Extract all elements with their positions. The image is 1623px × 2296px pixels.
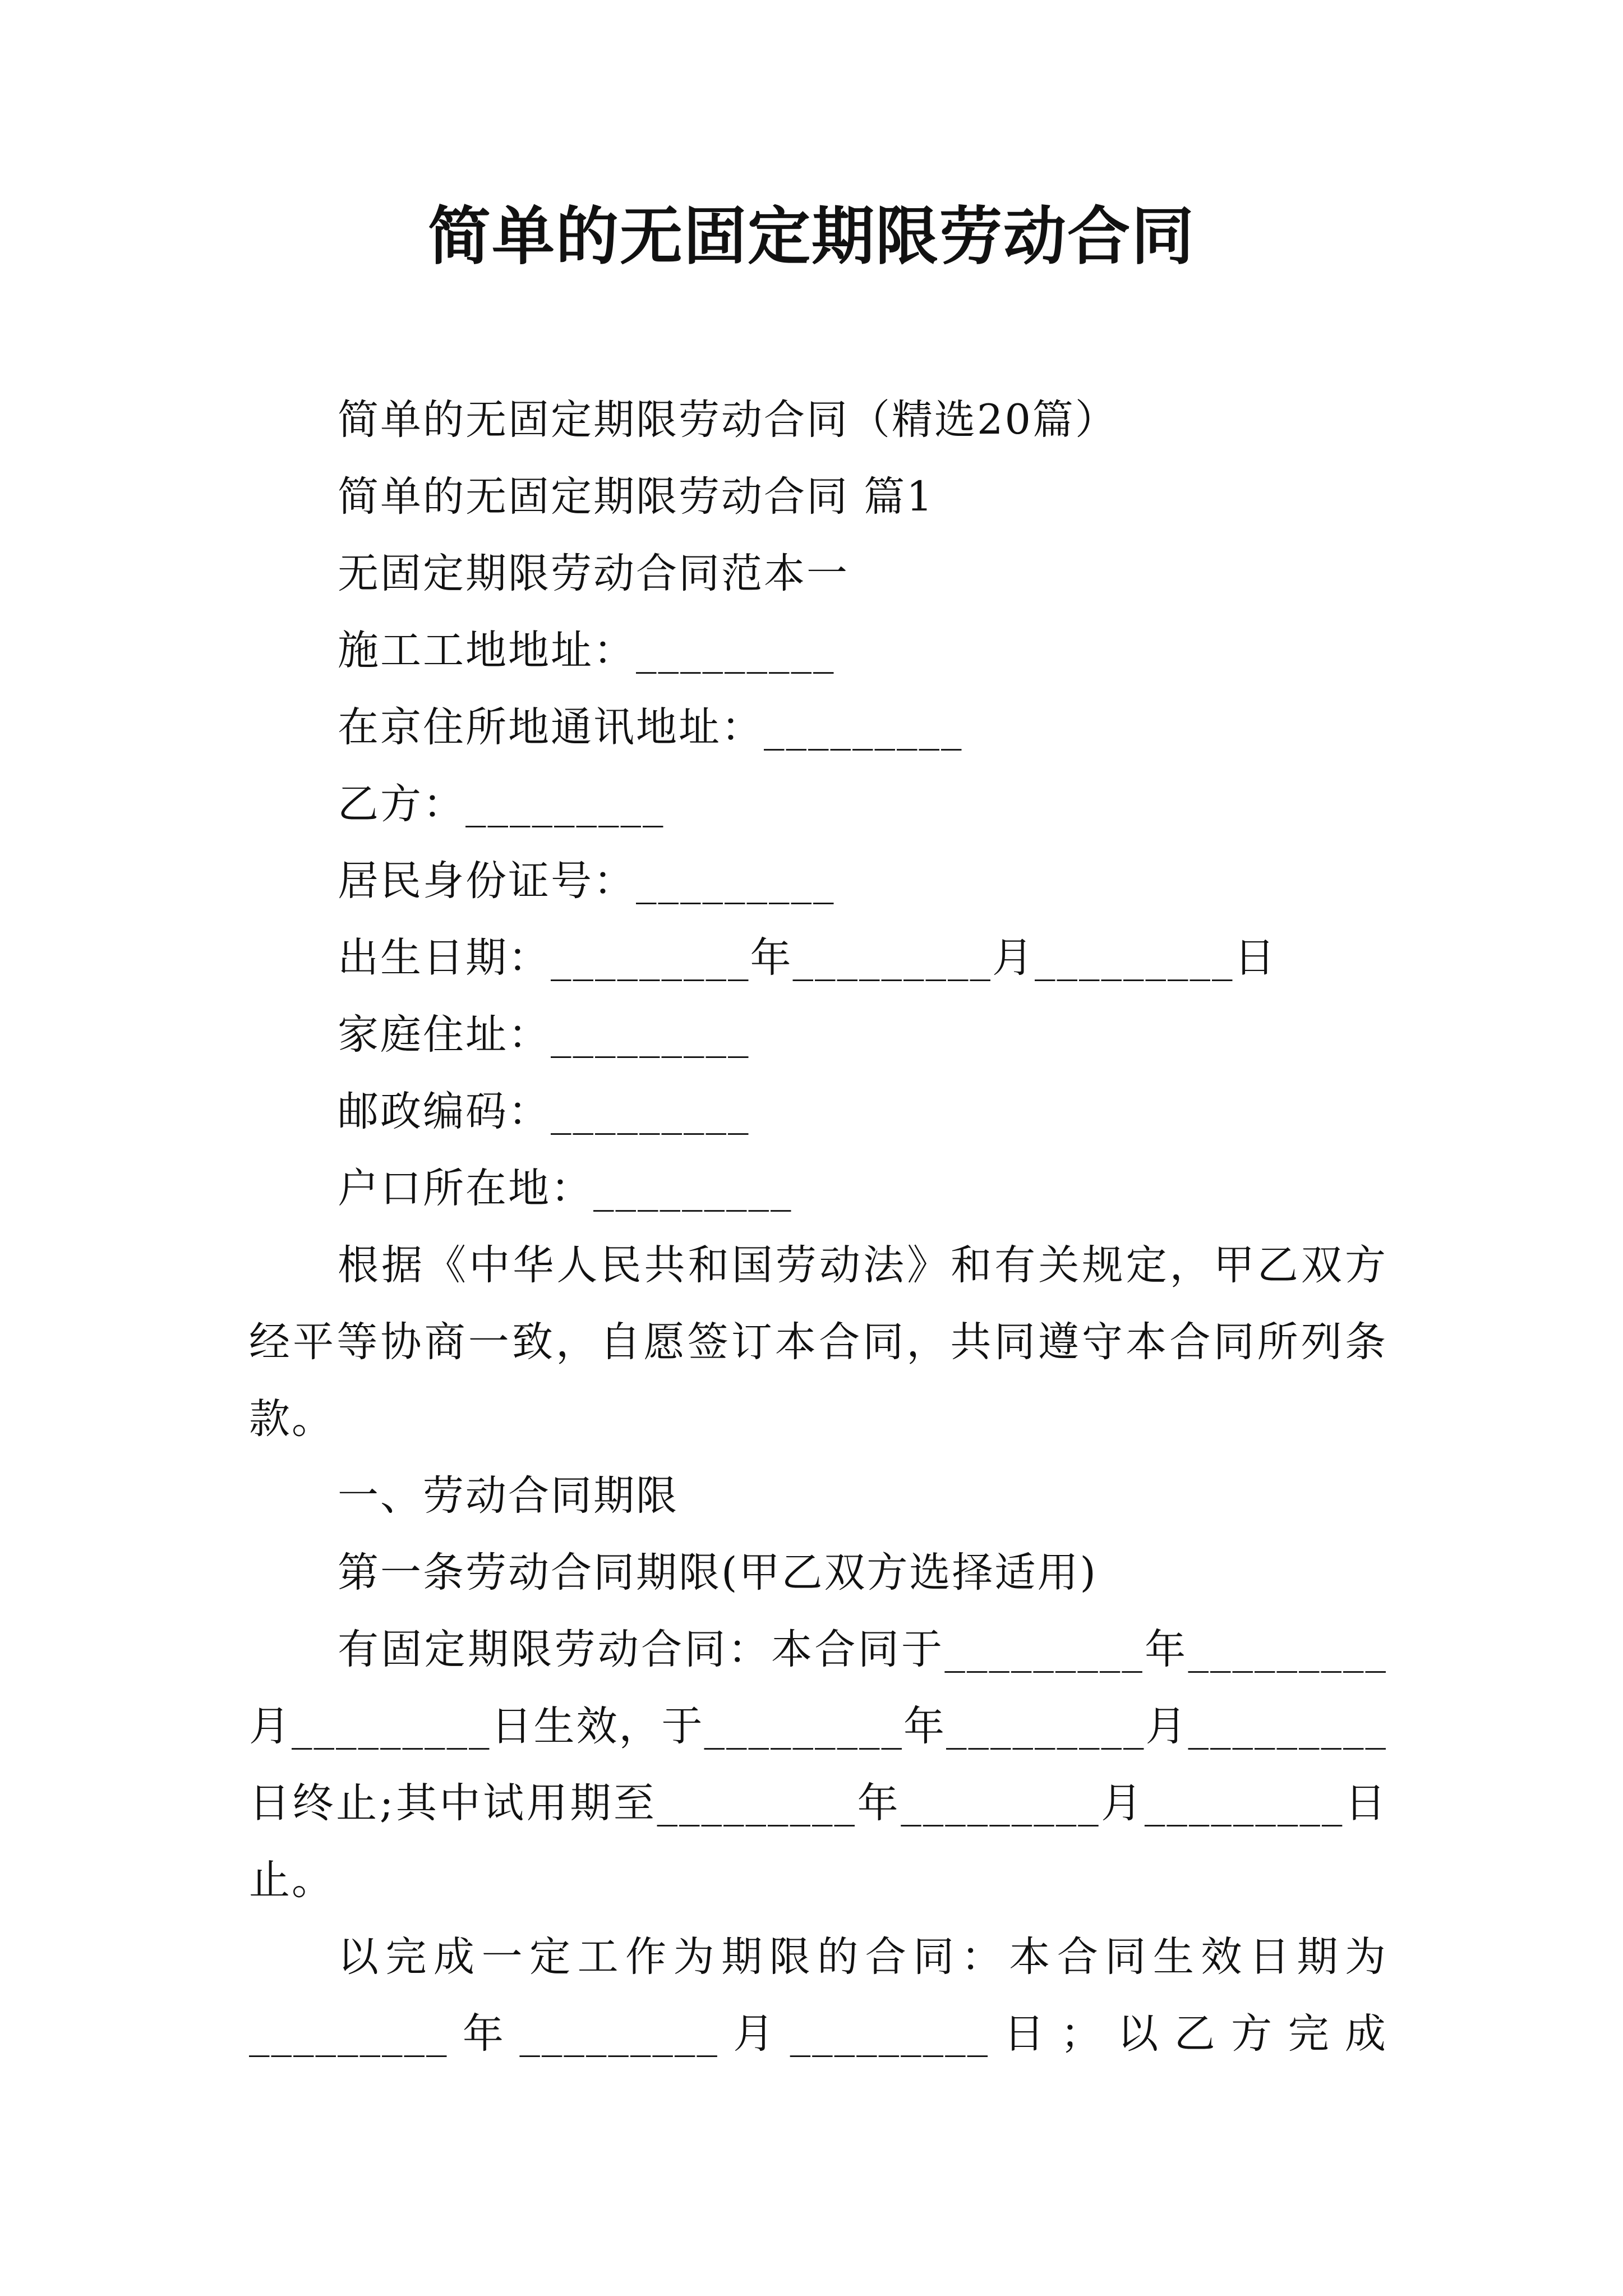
field-home-address: 家庭住址：_________	[338, 1011, 750, 1059]
field-site-address: 施工工地地址：_________	[338, 627, 836, 674]
paragraph-preamble: 根据《中华人民共和国劳动法》和有关规定，甲乙双方经平等协商一致，自愿签订本合同，共同遵守本合同所列条款。	[249, 1241, 1387, 1443]
document-title: 简单的无固定期限劳动合同	[428, 200, 1195, 273]
paragraph-template-name: 无固定期限劳动合同范本一	[338, 550, 849, 597]
field-id-number: 居民身份证号：_________	[338, 857, 836, 905]
paragraph-section-heading: 简单的无固定期限劳动合同 篇1	[338, 473, 934, 521]
clause-fixed-term: 有固定期限劳动合同：本合同于_________年_________月_________日生效，于_________年_________月_________日终止;其中试用期至_________年_________月_________日止。	[249, 1626, 1387, 1904]
clause-task-based-term: 以完成一定工作为期限的合同：本合同生效日期为_________年_________月_________日；以乙方完成	[249, 1933, 1387, 2058]
field-beijing-address: 在京住所地通讯地址：_________	[338, 703, 963, 751]
heading-contract-term: 一、劳动合同期限	[338, 1472, 679, 1520]
clause-article-one: 第一条劳动合同期限(甲乙双方选择适用)	[338, 1549, 1098, 1596]
field-party-b: 乙方：_________	[338, 780, 665, 828]
document-body	[249, 381, 1387, 2072]
paragraph-subtitle: 简单的无固定期限劳动合同（精选20篇）	[338, 396, 1118, 444]
field-household-registration: 户口所在地：_________	[338, 1165, 793, 1212]
field-postal-code: 邮政编码：_________	[338, 1088, 750, 1135]
field-birth-date: 出生日期：_________年_________月_________日	[338, 934, 1277, 982]
